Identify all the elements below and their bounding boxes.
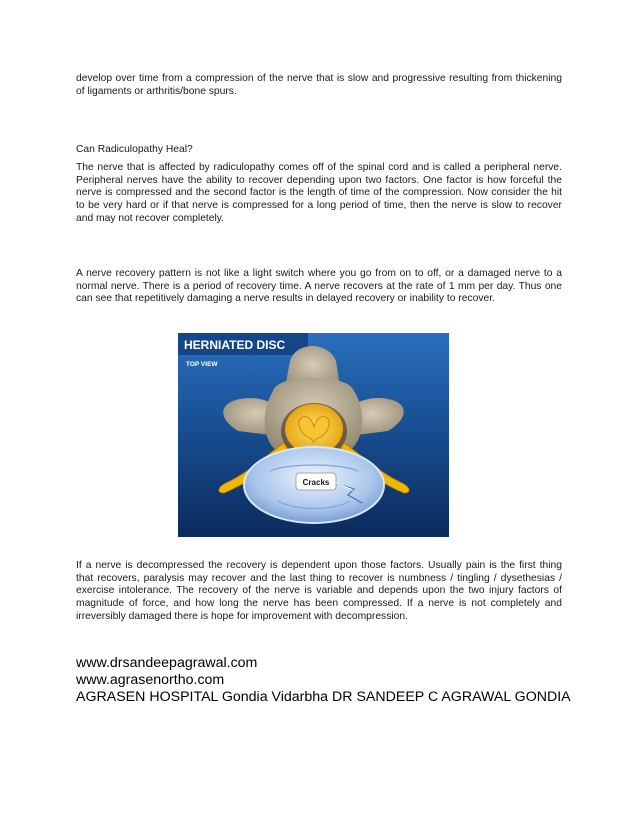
herniated-disc-illustration (178, 333, 449, 537)
hospital-name: AGRASEN HOSPITAL Gondia Vidarbha DR SANDEEP C AGRAWAL GONDIA (76, 688, 571, 705)
paragraph-intro-continuation: develop over time from a compression of the nerve that is slow and progressive resulting from thickening of ligaments or arthritis/bone spurs. (76, 73, 562, 97)
website-link-drsandeepagrawal[interactable]: www.drsandeepagrawal.com (76, 655, 258, 671)
paragraph-decompression: If a nerve is decompressed the recovery is dependent upon those factors. Usually pain is the first thing that recovers, paralysis may recover and the last thing to recover is numbness / tingling / dysethesias / exercise intolerance. The recovery of the nerve is variable and depends upon the two injury factors of magnitude of force, and how long the nerve has been compressed. If a nerve is not completely and irreversibly damaged there is hope for improvement with decompression. (76, 560, 562, 622)
paragraph-peripheral-nerve: The nerve that is affected by radiculopathy comes off of the spinal cord and is called a peripheral nerve. Peripheral nerves have the ability to recover depending upon two factors. One factor is how forceful the nerve is compressed and the second factor is the length of time of the compression. Now consider the hit to be very hard or if that nerve is compressed for a long period of time, then the nerve is slow to recover and may not recover completely. (76, 162, 562, 224)
footer-links (76, 655, 576, 705)
section-heading: Can Radiculopathy Heal? (76, 144, 193, 155)
herniated-disc-figure (178, 333, 449, 537)
figure-title: HERNIATED DISC (184, 338, 286, 352)
paragraph-recovery-pattern: A nerve recovery pattern is not like a light switch where you go from on to off, or a damaged nerve to a normal nerve. There is a period of recovery time. A nerve recovers at the rate of 1 mm per day. Thus one can see that repetitively damaging a nerve results in delayed recovery or inability to recover. (76, 268, 562, 305)
callout-label: Cracks (302, 478, 330, 487)
figure-subtitle: TOP VIEW (186, 361, 218, 368)
website-link-agrasenortho[interactable]: www.agrasenortho.com (76, 671, 225, 688)
